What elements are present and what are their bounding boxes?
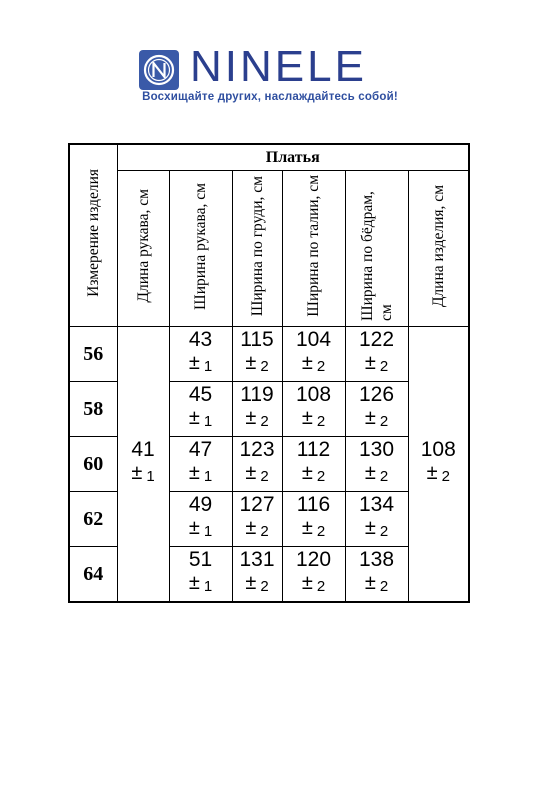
measure-value: 104 (295, 328, 332, 351)
chest-cell (232, 437, 282, 492)
measure-value: 108 (420, 438, 456, 461)
measure-value: 108 (295, 383, 332, 406)
measure-tolerance: ± 2 (301, 407, 326, 430)
measure-tolerance: ± 2 (245, 462, 269, 485)
hips-cell (345, 382, 408, 437)
measure-value: 116 (296, 493, 331, 516)
measure-tolerance: ± 2 (245, 517, 269, 540)
size-label: 62 (69, 492, 117, 547)
measure-value: 126 (358, 383, 395, 406)
measure-value: 138 (358, 548, 395, 571)
column-header: Длина изделия, см (408, 171, 469, 327)
ninele-logo-icon (139, 50, 179, 90)
measure-value: 41 (131, 438, 155, 461)
measure-value: 120 (295, 548, 332, 571)
measure-tolerance: ± 2 (364, 462, 389, 485)
waist-cell (282, 327, 345, 382)
measure-tolerance: ± 2 (426, 462, 450, 485)
row-header-label: Измерение изделия (84, 169, 102, 297)
measure-tolerance: ± 1 (188, 407, 213, 430)
waist-cell (282, 492, 345, 547)
measure-value: 47 (188, 438, 213, 461)
measure-tolerance: ± 2 (245, 352, 269, 375)
chest-cell (232, 492, 282, 547)
measure-value: 119 (240, 383, 274, 406)
measure-tolerance: ± 2 (301, 572, 326, 595)
measure-value: 131 (239, 548, 275, 571)
measure-tolerance: ± 1 (188, 462, 213, 485)
waist-cell (282, 382, 345, 437)
chest-cell (232, 382, 282, 437)
size-chart-table (68, 143, 470, 603)
sleeve-width-cell (169, 492, 232, 547)
hips-cell (345, 327, 408, 382)
measure-tolerance: ± 1 (188, 517, 213, 540)
measure-value: 49 (188, 493, 213, 516)
measure-value: 112 (296, 438, 331, 461)
sleeve-length-cell (117, 327, 169, 603)
brand-name: NINELE (190, 42, 367, 91)
measure-value: 123 (239, 438, 275, 461)
measure-value: 134 (358, 493, 395, 516)
size-rows (69, 327, 469, 603)
measure-value: 45 (188, 383, 213, 406)
measure-tolerance: ± 1 (188, 572, 213, 595)
column-header: Ширина по груди, см (232, 171, 282, 327)
sleeve-width-cell (169, 437, 232, 492)
sleeve-width-cell (169, 382, 232, 437)
waist-cell (282, 437, 345, 492)
measure-tolerance: ± 2 (364, 407, 389, 430)
measure-tolerance: ± 2 (245, 572, 269, 595)
hips-cell (345, 547, 408, 603)
measure-tolerance: ± 2 (301, 352, 326, 375)
measure-value: 51 (188, 548, 213, 571)
measure-tolerance: ± 2 (364, 572, 389, 595)
measure-tolerance: ± 2 (364, 517, 389, 540)
measure-value: 122 (358, 328, 395, 351)
table-row (69, 327, 469, 382)
group-title: Платья (117, 144, 469, 171)
measure-tolerance: ± 2 (301, 517, 326, 540)
measure-value: 43 (188, 328, 213, 351)
brand-header (0, 0, 540, 120)
sleeve-width-cell (169, 547, 232, 603)
sleeve-width-cell (169, 327, 232, 382)
measure-tolerance: ± 2 (245, 407, 269, 430)
hips-cell (345, 437, 408, 492)
measure-tolerance: ± 2 (301, 462, 326, 485)
measure-tolerance: ± 2 (364, 352, 389, 375)
measure-tolerance: ± 1 (188, 352, 213, 375)
row-header-cell (69, 144, 117, 327)
measure-value: 115 (240, 328, 274, 351)
measure-value: 127 (239, 493, 275, 516)
column-header: Ширина по бёдрам, см (345, 171, 408, 327)
measure-tolerance: ± 1 (131, 462, 155, 485)
size-label: 64 (69, 547, 117, 603)
product-length-cell (408, 327, 469, 603)
waist-cell (282, 547, 345, 603)
measure-value: 130 (358, 438, 395, 461)
column-header: Длина рукава, см (117, 171, 169, 327)
size-label: 58 (69, 382, 117, 437)
chest-cell (232, 547, 282, 603)
column-header: Ширина рукава, см (169, 171, 232, 327)
chest-cell (232, 327, 282, 382)
brand-tagline: Восхищайте других, наслаждайтесь собой! (142, 91, 398, 103)
size-label: 60 (69, 437, 117, 492)
hips-cell (345, 492, 408, 547)
size-label: 56 (69, 327, 117, 382)
column-header: Ширина по талии, см (282, 171, 345, 327)
